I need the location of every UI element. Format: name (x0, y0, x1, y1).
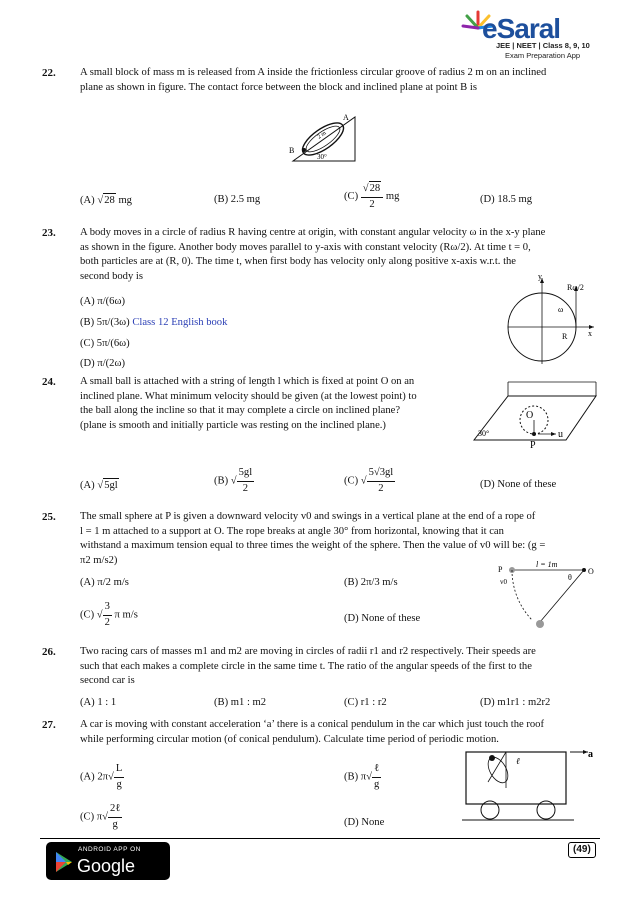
footer-divider (40, 838, 600, 839)
option-a[interactable]: (A) √5gl (80, 478, 119, 494)
option-a[interactable]: (A) 2π√ $\frac{L}{g}$ (80, 763, 123, 790)
radius-label: R (562, 332, 568, 341)
option-d[interactable]: (D) None (344, 817, 385, 828)
option-b[interactable]: (B) √ $\frac{5gl}{2}$ (214, 467, 253, 494)
option-c[interactable]: (C) $\frac{√28}{2}$ mg (344, 183, 400, 210)
brand-name: eSaral (482, 13, 561, 44)
play-store-icon (54, 851, 74, 873)
question-text: A small ball is attached with a string of length l which is fixed at point O on an inclined plane. What minimum velocity should be given (at the lowest point) to the ball along the incline so that it may complete a circle on inclined plane? (plane is smooth and initially particle was resting on the inclined plane.) (80, 376, 417, 431)
option-c[interactable]: (C) 5π/(6ω) (80, 338, 130, 349)
inclined-plane-figure (470, 378, 600, 450)
brand-tagline: JEE | NEET | Class 8, 9, 10 (496, 41, 590, 50)
theta-label: θ (568, 573, 572, 582)
store-caption: ANDROID APP ON (78, 846, 141, 853)
point-p-label: P (498, 565, 503, 574)
option-b[interactable]: (B) 2.5 mg (214, 194, 261, 205)
question-text: A small block of mass m is released from A inside the frictionless circular groove of radius 2 m on an inclined plane as shown in figure. The contact force between the block and inclined plane at point B is (80, 67, 547, 93)
option-b[interactable]: (B) m1 : m2 (214, 697, 267, 708)
angle-label: 30° (478, 429, 490, 438)
swinging-sphere-figure (496, 558, 600, 636)
option-c[interactable]: (C) √ $\frac{5√3gl}{2}$ (344, 467, 394, 494)
question-number: 22. (42, 67, 56, 79)
question-number: 23. (42, 227, 56, 239)
option-d[interactable]: (D) π/(2ω) (80, 358, 125, 369)
question-text: The small sphere at P is given a downward velocity v0 and swings in a vertical plane at the end of a rope of l = 1 m attached to a support at O. The rope breaks at angle 30° from horizontal, knowing that it can withstand a maximum tension equal to three times the weight of the sphere. Then the value of v0 will be: (g = π2 m/s2) (80, 511, 546, 566)
option-a[interactable]: (A) 1 : 1 (80, 697, 117, 708)
option-b[interactable]: (B) π√ $\frac{\text{ℓ}}{g}$ (344, 763, 380, 790)
car-pendulum-figure (458, 748, 600, 828)
brand-tagline-2: Exam Preparation App (505, 51, 581, 60)
option-a[interactable]: (A) π/2 m/s (80, 577, 129, 588)
option-a[interactable]: (A) √28 mg (80, 193, 132, 209)
point-o-label: O (526, 410, 534, 421)
question-number: 26. (42, 646, 56, 658)
axis-x-label: x (588, 329, 592, 338)
question-number: 24. (42, 376, 56, 388)
acceleration-label: a (588, 749, 593, 760)
option-c[interactable]: (C) r1 : r2 (344, 697, 387, 708)
option-c[interactable]: (C) √ $\frac{3}{2}$ π m/s (80, 601, 138, 628)
question-text: A car is moving with constant acceleration ‘a’ there is a conical pendulum in the car which just touch the roof while performing circular motion (of conical pendulum). Calculate time period of periodic motion. (80, 719, 545, 745)
point-o-label: O (588, 567, 594, 576)
store-name: Google Play (77, 856, 136, 901)
axis-y-label: y (538, 272, 542, 281)
class-12-english-link[interactable]: Class 12 English book (132, 317, 228, 328)
length-label: l = 1m (536, 560, 558, 569)
omega-label: ω (558, 305, 564, 314)
question-text: Two racing cars of masses m1 and m2 are moving in circles of radii r1 and r2 respectively. Their speeds are such that each makes a complete circle in the same time t. The ratio of the angular speeds of the first to the second car is (80, 646, 536, 687)
google-play-badge[interactable] (46, 842, 170, 901)
length-label: ℓ (516, 756, 520, 766)
question-number: 27. (42, 719, 56, 731)
option-d[interactable]: (D) None of these (480, 479, 557, 490)
velocity-label: Rω/2 (567, 283, 584, 292)
option-d[interactable]: (D) m1r1 : m2r2 (480, 697, 551, 708)
option-a[interactable]: (A) π/(6ω) (80, 296, 125, 307)
point-p-label: P (530, 440, 536, 450)
option-b[interactable]: (B) 2π/3 m/s (344, 577, 398, 588)
figure-label-a: A (343, 113, 349, 122)
figure-angle: 30° (317, 153, 327, 161)
v0-label: v0 (500, 578, 507, 586)
option-d[interactable]: (D) None of these (344, 613, 421, 624)
option-c[interactable]: (C) π√ $\frac{\text{2ℓ}}{g}$ (80, 803, 121, 830)
option-d[interactable]: (D) 18.5 mg (480, 194, 533, 205)
figure-radius: 2 m (316, 130, 328, 141)
circle-motion-figure (500, 272, 600, 368)
question-number: 25. (42, 511, 56, 523)
page-number: (49) (568, 842, 596, 858)
question-text: A body moves in a circle of radius R having centre at origin, with constant angular velocity ω in the x-y plane as shown in the figure. Another body moves parallel to y-axis with constant velocity (Rω/2). At time t = 0, both particles are at (R, 0). The time t, when first body has velocity only along positive x-axis w.r.t. the second body is (80, 227, 546, 282)
groove-incline-figure (285, 105, 365, 167)
velocity-u-label: u (558, 429, 563, 440)
figure-label-b: B (289, 146, 295, 155)
option-b[interactable]: (B) 5π/(3ω) Class 12 English book (80, 317, 228, 328)
